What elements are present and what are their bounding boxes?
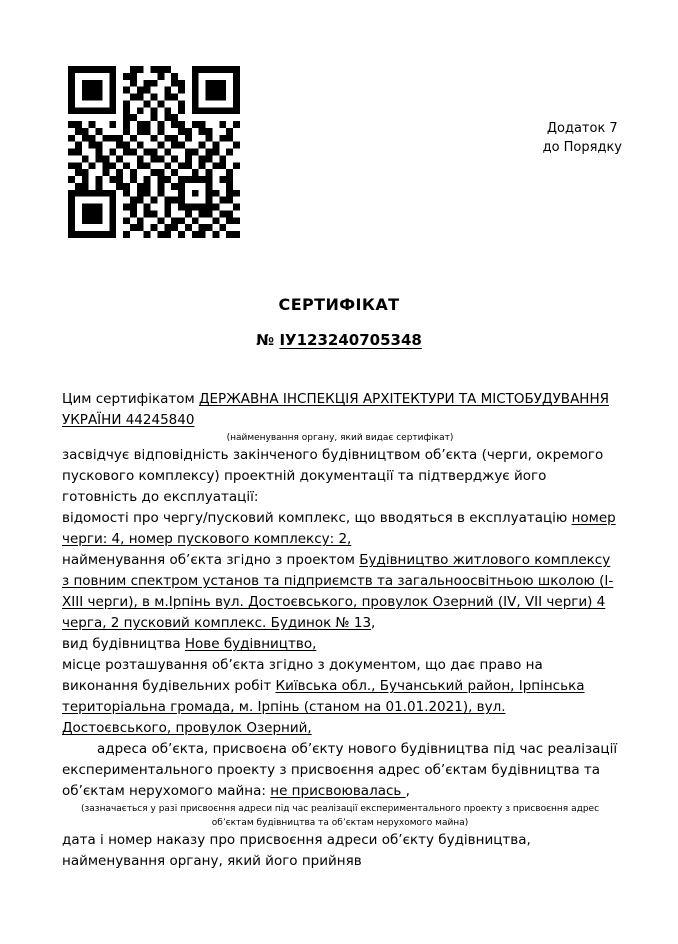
static-text: засвідчує відповідність закінченого будівництвом об’єкта (черги, окремого пускового комплексу) проектній документації та підтверджує його готовність до експлуатації: <box>62 447 604 505</box>
field-value: ДЕРЖАВНА ІНСПЕКЦІЯ АРХІТЕКТУРИ ТА МІСТОБУДУВАННЯ УКРАЇНИ 44245840 <box>62 391 609 428</box>
paragraph-issuer <box>62 389 618 431</box>
certificate-number <box>0 331 678 349</box>
annex-line2: до Порядку <box>542 140 622 155</box>
paragraph-location <box>62 655 618 739</box>
annex-line1: Додаток 7 <box>546 121 618 136</box>
paragraphs <box>62 389 618 872</box>
certificate-number-value: ІУ123240705348 <box>279 331 422 349</box>
static-text: дата і номер наказу про присвоєння адреси об’єкту будівництва, найменування органу, який його прийняв <box>62 832 531 869</box>
certificate-number-prefix: № <box>256 331 280 349</box>
paragraph-construction-type <box>62 634 618 655</box>
certificate-title: СЕРТИФІКАТ <box>278 295 400 314</box>
field-value: Київська обл., Бучанський район, Ірпінська територіальна громада, м. Ірпінь (станом на 01.01.2021), вул. Достоєвського, провулок Озерний, <box>62 678 585 736</box>
annex-header <box>543 119 622 157</box>
field-value: Будівництво житлового комплексу з повним спектром установ та підприємств та загальноосвітньою школою (I-XIII черги), в м.Ірпінь вул. Достоєвського, провулок Озерний (IV, VII черги) 4 черга, 2 пусковий комплекс. Будинок № 13 <box>62 552 614 631</box>
static-text: (найменування органу, який видає сертифікат) <box>226 433 454 443</box>
field-value: Нове будівництво, <box>184 636 317 652</box>
paragraph-object-name <box>62 550 618 634</box>
paragraph-address <box>62 739 618 802</box>
field-value: номер черги: 4, номер пускового комплексу: 2, <box>62 510 616 547</box>
paragraph-attests <box>62 445 618 508</box>
static-text: вид будівництва <box>62 636 185 652</box>
static-text: (зазначається у разі присвоєння адреси під час реалізації експериментального проекту з присвоєння адрес об’єктам будівництва та об’єктам нерухомого майна) <box>80 804 600 828</box>
paragraph-queue-info <box>62 508 618 550</box>
static-text: , <box>371 615 376 631</box>
static-text: адреса об’єкта, присвоєна об’єкту нового будівництва під час реалізації експериментального проекту з присвоєння адрес об’єктам будівництва та об’єктам нерухомого майна: <box>62 741 618 799</box>
static-text: місце розташування об’єкта згідно з документом, що дає право на виконання будівельних робіт <box>62 657 543 694</box>
paragraph-issuer-caption <box>62 431 618 445</box>
paragraph-address-caption <box>62 802 618 830</box>
static-text: Цим сертифікатом <box>62 391 199 407</box>
qr-code <box>68 66 240 238</box>
static-text: найменування об’єкта згідно з проектом <box>62 552 360 568</box>
static-text: , <box>405 783 410 799</box>
paragraph-order-info <box>62 830 618 872</box>
field-value: не присвоювалась <box>270 783 406 799</box>
static-text: відомості про чергу/пусковий комплекс, що вводяться в експлуатацію <box>62 510 572 526</box>
